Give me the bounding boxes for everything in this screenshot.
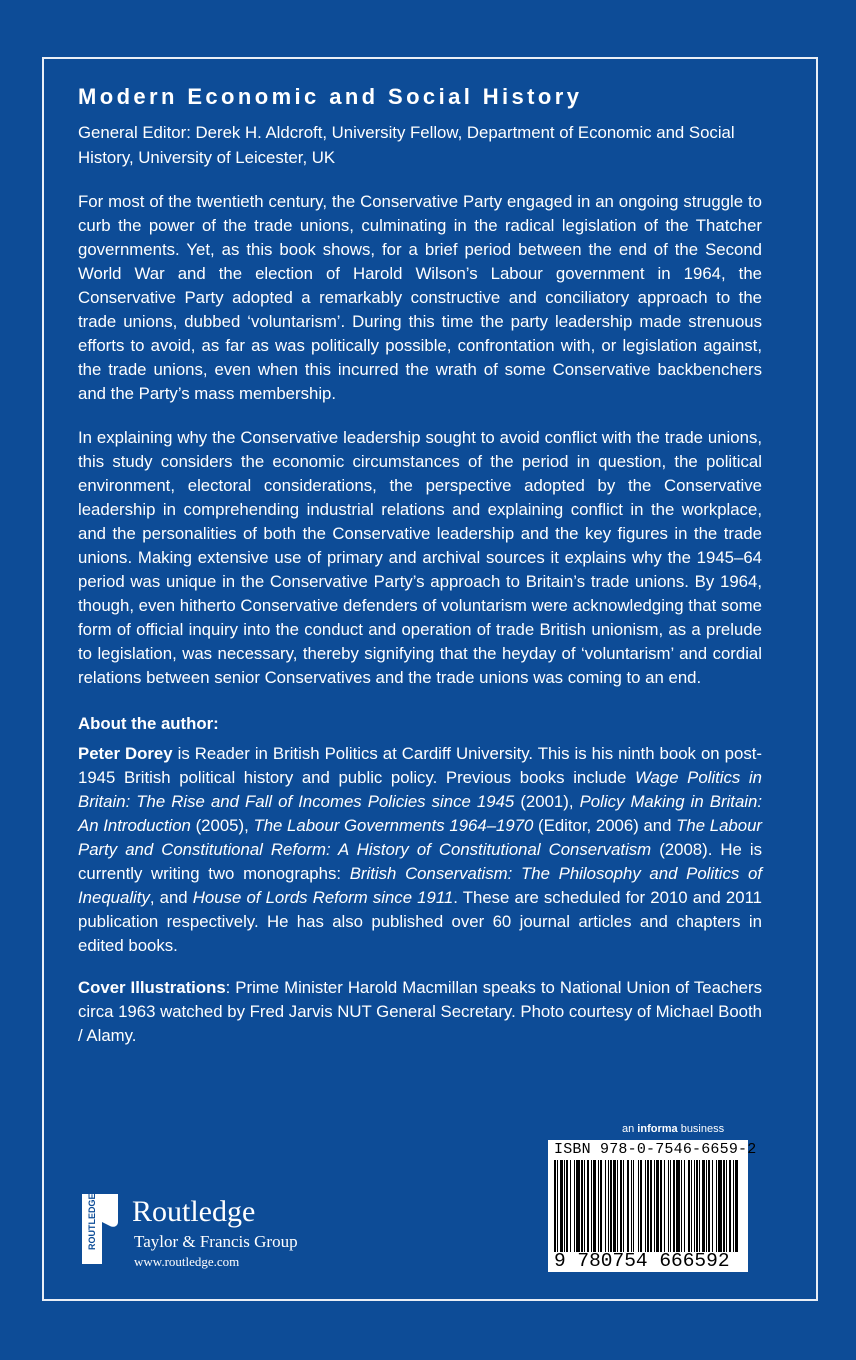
barcode-bar — [684, 1160, 685, 1252]
about-author-heading: About the author: — [78, 714, 219, 733]
about-author-text: Peter Dorey is Reader in British Politics at Cardiff University. This is his ninth book on post-1945 British political history and public policy. Previous books include Wage Politics in Britain: The Rise and Fall of Incomes Policies since 1945 (2001), Policy Making in Britain: An Introduction (2005), The Labour Governments 1964–1970 (Editor, 2006) and The Labour Party and Constitutional Reform: A History of Constitutional Conservatism (2008). He is currently writing two monographs: British Conservatism: The Philosophy and Politics of Inequality, and House of Lords Reform since 1911. These are scheduled for 2010 and 2011 publication respectively. He has also published over 60 journal articles and chapters in edited books. — [78, 744, 763, 955]
general-editor: General Editor: Derek H. Aldcroft, University Fellow, Department of Economic and Social History, University of Leicester, UK — [78, 123, 735, 167]
barcode-bar — [610, 1160, 612, 1252]
barcode-bar — [670, 1160, 671, 1252]
barcode-bar — [593, 1160, 596, 1252]
barcode-bar — [591, 1160, 592, 1252]
barcode-bar — [608, 1160, 609, 1252]
barcode-bar — [673, 1160, 675, 1252]
isbn-number: ISBN 978-0-7546-6659-2 — [554, 1141, 757, 1158]
barcode-bar — [627, 1160, 629, 1252]
barcode-bar — [681, 1160, 682, 1252]
book-title: The Labour Governments 1964–1970 — [253, 816, 534, 835]
barcode-bar — [605, 1160, 606, 1252]
isbn-barcode — [548, 1140, 757, 1272]
barcode-bar — [613, 1160, 616, 1252]
barcode-bar — [570, 1160, 571, 1252]
cover-illustrations: Cover Illustrations: Prime Minister Harold Macmillan speaks to National Union of Teachers circa 1963 watched by Fred Jarvis NUT General Secretary. Photo courtesy of Michael Booth / Alamy. — [78, 978, 762, 1045]
barcode-bar — [633, 1160, 634, 1252]
book-title: House of Lords Reform since 1911 — [192, 888, 454, 907]
barcode-bar — [706, 1160, 707, 1252]
barcode-bar — [708, 1160, 710, 1252]
barcode-bar — [712, 1160, 713, 1252]
blurb-paragraph-1: For most of the twentieth century, the Conservative Party engaged in an ongoing struggle to curb the power of the trade unions, culminating in the radical legislation of the Thatcher governments. Yet, as this book shows, for a brief period between the end of the Second World War and the election of Harold Wilson’s Labour government in 1964, the Conservative Party adopted a remarkably constructive and conciliatory approach to the trade unions, dubbed ‘voluntarism’. During this time the party leadership made strenuous efforts to avoid, as far as was politically possible, confrontation with, or legislation against, the trade unions, even when this incurred the wrath of some Conservative backbenchers and the Party’s mass membership. — [78, 192, 762, 403]
barcode-bar — [676, 1160, 680, 1252]
barcode-bar — [645, 1160, 646, 1252]
series-title: Modern Economic and Social History — [78, 84, 583, 109]
barcode-bar — [598, 1160, 599, 1252]
barcode-bar — [574, 1160, 575, 1252]
author-name: Peter Dorey — [78, 744, 173, 763]
barcode-bar — [735, 1160, 738, 1252]
barcode-bar — [664, 1160, 665, 1252]
barcode-bar — [716, 1160, 717, 1252]
barcode-bar — [638, 1160, 639, 1252]
barcode-bar — [702, 1160, 705, 1252]
barcode-bar — [617, 1160, 618, 1252]
barcode-bar — [733, 1160, 734, 1252]
book-title: British Conservatism: The Philosophy and Politics of Inequality — [78, 864, 762, 907]
back-cover-content — [78, 82, 762, 1048]
publisher-url: www.routledge.com — [134, 1254, 240, 1269]
barcode-bar — [587, 1160, 589, 1252]
informa-business-tag: an informa business — [622, 1123, 725, 1135]
book-title: Policy Making in Britain: An Introduction — [78, 792, 763, 835]
barcode-bar — [718, 1160, 722, 1252]
barcode-bar — [699, 1160, 700, 1252]
barcode-bar — [723, 1160, 725, 1252]
barcode-bar — [654, 1160, 655, 1252]
routledge-mark-text: ROUTLEDGE — [87, 1193, 97, 1250]
barcode-bar — [584, 1160, 585, 1252]
barcode-bar — [668, 1160, 669, 1252]
barcode-bar — [640, 1160, 642, 1252]
book-title: The Labour Party and Constitutional Reform: A History of Constitutional Conservatism — [78, 816, 763, 859]
barcode-bar — [581, 1160, 583, 1252]
publisher-name: Routledge — [132, 1195, 256, 1228]
barcode-bar — [560, 1160, 563, 1252]
barcode-digits: 9 780754 666592 — [554, 1250, 730, 1272]
barcode-bar — [623, 1160, 624, 1252]
barcode-bar — [631, 1160, 632, 1252]
barcode-bar — [726, 1160, 727, 1252]
barcode-bar — [688, 1160, 690, 1252]
barcode-bar — [554, 1160, 556, 1252]
barcode-bar — [576, 1160, 580, 1252]
publisher-group: Taylor & Francis Group — [134, 1232, 298, 1251]
barcode-bar — [650, 1160, 652, 1252]
barcode-bar — [566, 1160, 568, 1252]
barcode-bar — [656, 1160, 659, 1252]
barcode-bar — [694, 1160, 695, 1252]
barcode-bar — [647, 1160, 649, 1252]
barcode-bar — [729, 1160, 731, 1252]
barcode-bar — [564, 1160, 565, 1252]
barcode-bar — [620, 1160, 622, 1252]
barcode-bar — [557, 1160, 558, 1252]
barcode-bar — [696, 1160, 698, 1252]
barcode-bar — [691, 1160, 692, 1252]
barcode-bars — [554, 1160, 742, 1252]
blurb-paragraph-2: In explaining why the Conservative leadership sought to avoid conflict with the trade unions, this study considers the economic circumstances of the period in question, the political environment, electoral considerations, the perspective adopted by the Conservative leadership in comprehending industrial relations and explaining conflict in the workplace, and the personalities of both the Conservative leadership and the key figures in the trade unions. Making extensive use of primary and archival sources it explains why the 1945–64 period was unique in the Conservative Party’s approach to Britain’s trade unions. By 1964, though, even hitherto Conservative defenders of voluntarism were acknowledging that some form of official inquiry into the conduct and operation of trade British unionism, as a prelude to legislation, was necessary, thereby signifying that the heyday of ‘voluntarism’ and cordial relations between senior Conservatives and the trade unions was coming to an end. — [78, 428, 762, 687]
book-title: Wage Politics in Britain: The Rise and Fall of Incomes Policies since 1945 — [78, 768, 762, 811]
routledge-mark-icon — [78, 1192, 124, 1268]
cover-illustrations-label: Cover Illustrations — [78, 978, 226, 997]
barcode-bar — [600, 1160, 602, 1252]
barcode-bar — [660, 1160, 662, 1252]
